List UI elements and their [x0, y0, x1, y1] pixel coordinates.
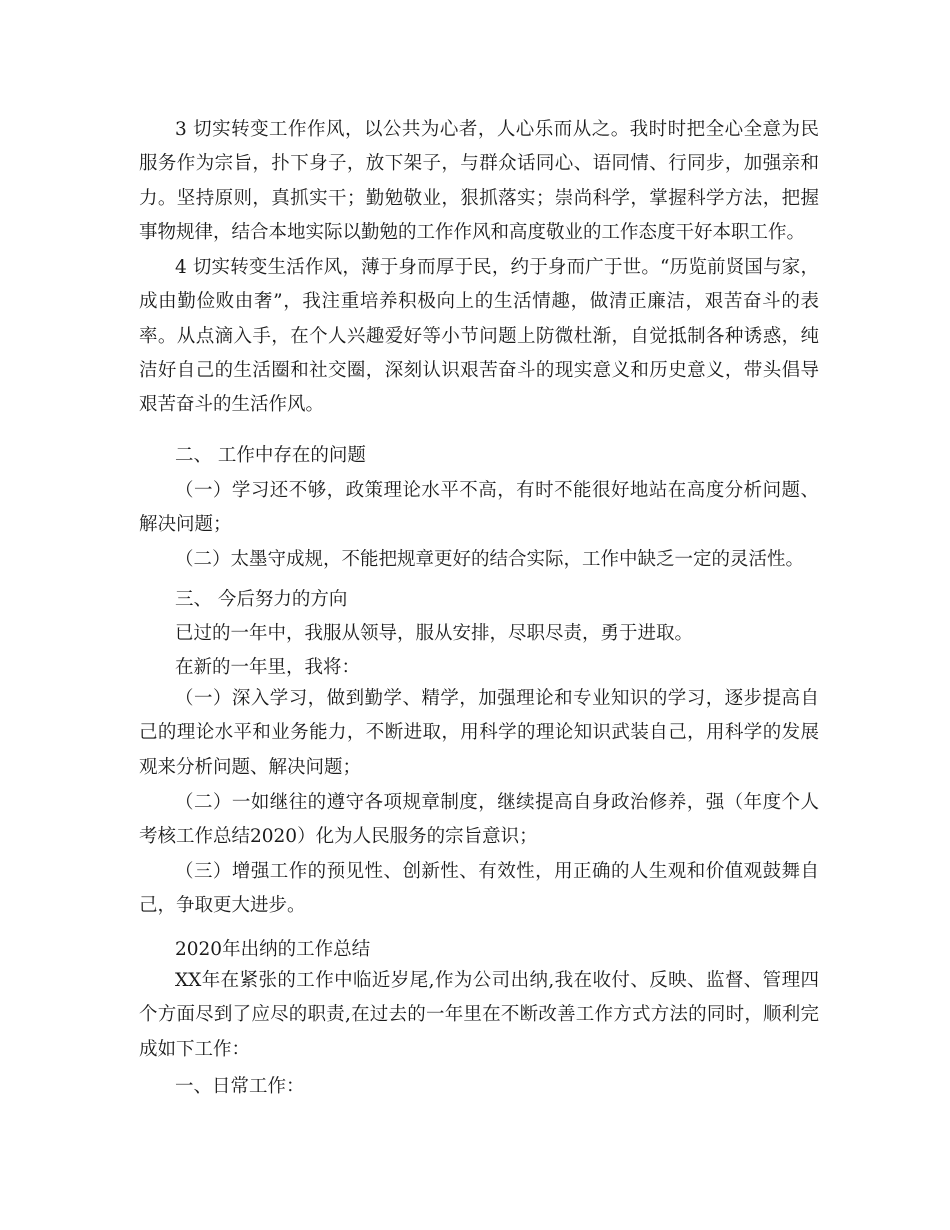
paragraph-life-style: 4 切实转变生活作风，薄于身而厚于民，约于身而广于世。“历览前贤国与家，成由勤俭败由奢”，我注重培养积极向上的生活情趣，做清正廉洁，艰苦奋斗的表率。从点滴入手，在个人兴趣爱好等小节问题上防微杜渐，自觉抵制各种诱惑，纯洁好自己的生活圈和社交圈，深刻认识艰苦奋斗的现实意义和历史意义，带头倡导艰苦奋斗的生活作风。: [139, 257, 819, 416]
section-title-cashier: 2020年出纳的工作总结: [175, 939, 371, 960]
paragraph-new-year: 在新的一年里，我将：: [175, 657, 361, 678]
paragraph-plan-3: （三）增强工作的预见性、创新性、有效性，用正确的人生观和价值观鼓舞自己，争取更大进步。: [139, 861, 819, 917]
heading-problems: 二、 工作中存在的问题: [175, 445, 366, 466]
paragraph-plan-1: （一）深入学习，做到勤学、精学，加强理论和专业知识的学习，逐步提高自己的理论水平和业务能力，不断进取，用科学的理论知识武装自己，用科学的发展观来分析问题、解决问题；: [139, 688, 819, 778]
heading-daily-work: 一、日常工作：: [175, 1076, 305, 1097]
paragraph-past-year: 已过的一年中，我服从领导，服从安排，尽职尽责，勇于进取。: [175, 623, 694, 644]
heading-direction: 三、 今后努力的方向: [175, 589, 348, 610]
paragraph-problem-2: （二）太墨守成规，不能把规章更好的结合实际，工作中缺乏一定的灵活性。: [175, 549, 805, 570]
paragraph-work-style: 3 切实转变工作作风，以公共为心者，人心乐而从之。我时时把全心全意为民服务作为宗旨，扑下身子，放下架子，与群众话同心、语同情、行同步，加强亲和力。坚持原则，真抓实干；勤勉敬业，狠抓落实；崇尚科学，掌握科学方法，把握事物规律，结合本地实际以勤勉的工作作风和高度敬业的工作态度干好本职工作。: [139, 119, 819, 243]
paragraph-plan-2: （二）一如继往的遵守各项规章制度，继续提高自身政治修养，强（年度个人考核工作总结2020）化为人民服务的宗旨意识；: [139, 792, 819, 848]
paragraph-cashier-intro: XX年在紧张的工作中临近岁尾,作为公司出纳,我在收付、反映、监督、管理四个方面尽到了应尽的职责,在过去的一年里在不断改善工作方式方法的同时，顺利完成如下工作：: [139, 970, 819, 1060]
paragraph-problem-1: （一）学习还不够，政策理论水平不高，有时不能很好地站在高度分析问题、解决问题；: [139, 480, 819, 536]
